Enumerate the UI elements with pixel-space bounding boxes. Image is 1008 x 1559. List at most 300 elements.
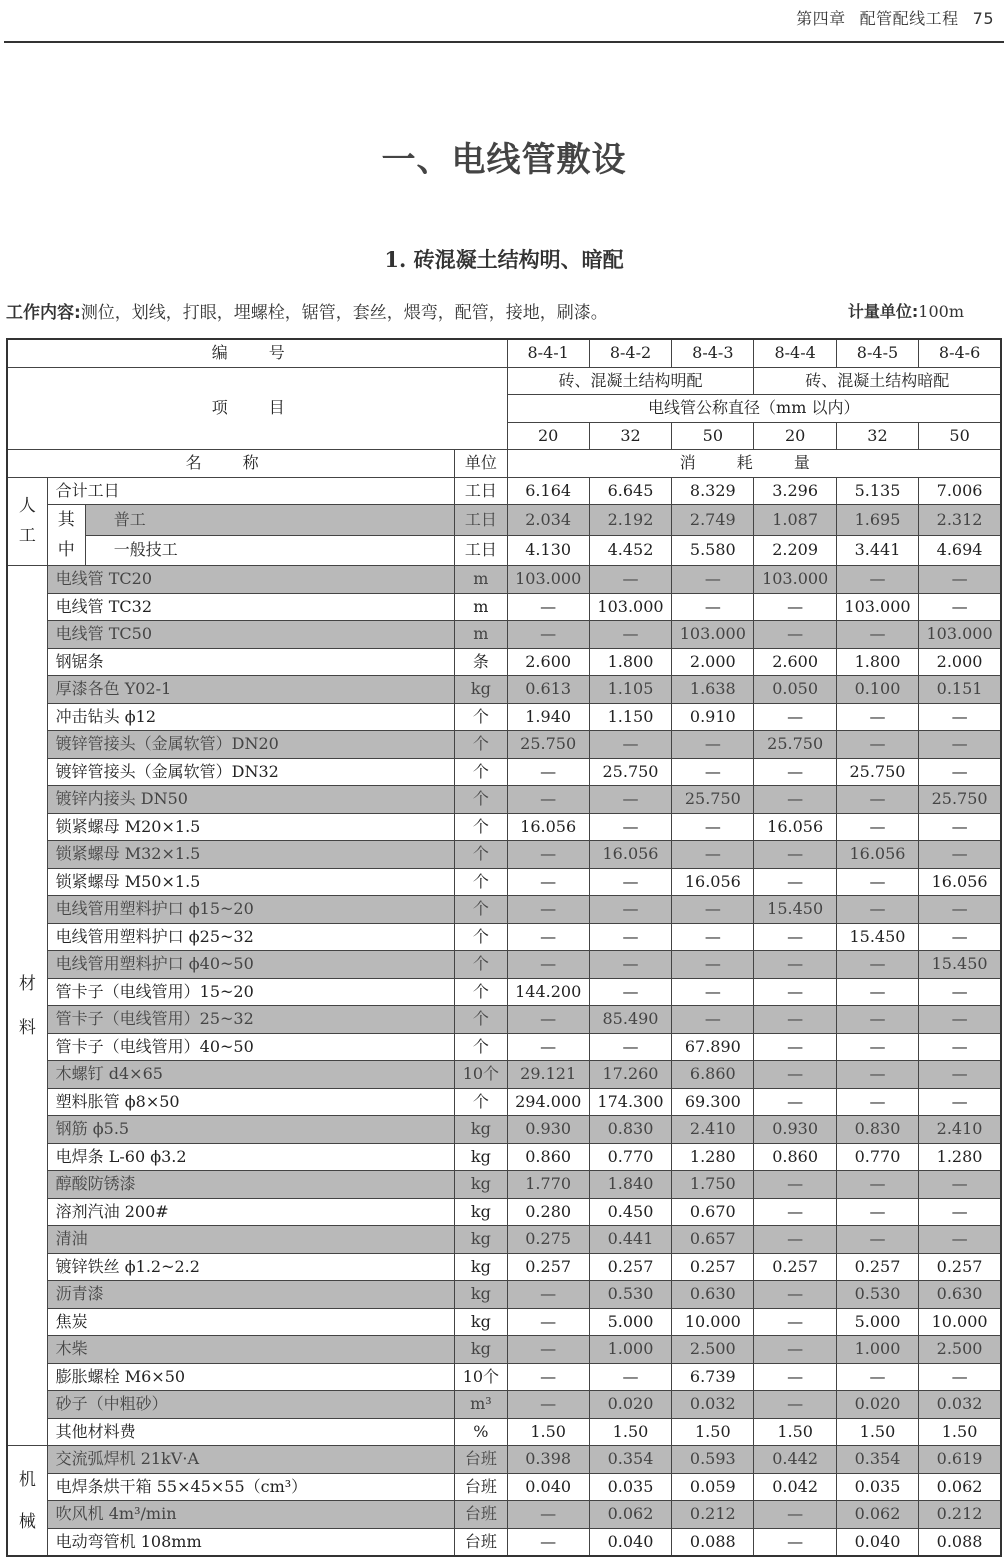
item-unit: m³ — [455, 1391, 507, 1419]
value-cell: 2.000 — [672, 648, 754, 676]
value-cell: 0.830 — [836, 1116, 918, 1144]
value-cell: — — [589, 731, 671, 759]
value-cell: — — [754, 1006, 836, 1034]
item-unit: kg — [455, 1336, 507, 1364]
value-cell: 2.410 — [672, 1116, 754, 1144]
value-cell: 0.050 — [754, 676, 836, 704]
value-cell: — — [754, 1088, 836, 1116]
value-cell: 6.164 — [507, 477, 589, 505]
table-row — [7, 1226, 1001, 1254]
item-name: 镀锌管接头（金属软管）DN20 — [47, 731, 455, 759]
value-cell: 69.300 — [672, 1088, 754, 1116]
value-cell: 0.860 — [754, 1143, 836, 1171]
value-cell: 2.500 — [672, 1336, 754, 1364]
value-cell: — — [589, 621, 671, 649]
item-name: 电线管 TC50 — [47, 621, 455, 649]
item-unit: 台班 — [455, 1446, 507, 1474]
value-cell: — — [836, 731, 918, 759]
sub-category-of-which — [47, 505, 85, 566]
value-cell: 0.860 — [507, 1143, 589, 1171]
page-number: 75 — [972, 9, 994, 28]
value-cell: — — [836, 813, 918, 841]
value-cell: 25.750 — [507, 731, 589, 759]
item-unit: 个 — [455, 923, 507, 951]
value-cell: — — [589, 813, 671, 841]
value-cell: 2.312 — [919, 505, 1001, 536]
work-content-text: 测位，划线，打眼，埋螺栓，锯管，套丝，煨弯，配管，接地，刷漆。 — [80, 303, 608, 323]
item-name: 塑料胀管 ϕ8×50 — [47, 1088, 455, 1116]
value-cell: 0.151 — [919, 676, 1001, 704]
value-cell: — — [754, 758, 836, 786]
value-cell: 103.000 — [919, 621, 1001, 649]
value-cell: — — [754, 1033, 836, 1061]
item-unit: kg — [455, 1281, 507, 1309]
table-row — [7, 868, 1001, 896]
value-cell: 5.000 — [836, 1308, 918, 1336]
value-cell: — — [507, 1501, 589, 1529]
diameter-cell: 50 — [919, 422, 1001, 450]
value-cell: — — [836, 1033, 918, 1061]
item-name: 清油 — [47, 1226, 455, 1254]
value-cell: — — [672, 978, 754, 1006]
value-cell: 0.657 — [672, 1226, 754, 1254]
value-cell: 0.257 — [836, 1253, 918, 1281]
item-name: 普工 — [85, 505, 454, 536]
value-cell: 1.750 — [672, 1171, 754, 1199]
item-name: 锁紧螺母 M20×1.5 — [47, 813, 455, 841]
item-name: 锁紧螺母 M50×1.5 — [47, 868, 455, 896]
value-cell: 1.695 — [836, 505, 918, 536]
item-name: 厚漆各色 Y02-1 — [47, 676, 455, 704]
value-cell: — — [836, 703, 918, 731]
sub-title: 1. 砖混凝土结构明、暗配 — [384, 247, 624, 272]
value-cell: 25.750 — [919, 786, 1001, 814]
table-row — [7, 978, 1001, 1006]
item-name: 电线管用塑料护口 ϕ40~50 — [47, 951, 455, 979]
value-cell: 0.593 — [672, 1446, 754, 1474]
category-char: 中 — [57, 540, 75, 560]
item-unit: 个 — [455, 1088, 507, 1116]
value-cell: 1.000 — [836, 1336, 918, 1364]
value-cell: — — [507, 923, 589, 951]
value-cell: 0.257 — [589, 1253, 671, 1281]
value-cell: 0.441 — [589, 1226, 671, 1254]
value-cell: — — [836, 868, 918, 896]
item-unit: 工日 — [455, 477, 507, 505]
table-row — [7, 1171, 1001, 1199]
item-unit: kg — [455, 1308, 507, 1336]
code-cell: 8-4-4 — [754, 339, 836, 367]
value-cell: 0.257 — [919, 1253, 1001, 1281]
value-cell: — — [919, 1171, 1001, 1199]
value-cell: 85.490 — [589, 1006, 671, 1034]
value-cell: 1.840 — [589, 1171, 671, 1199]
value-cell: 1.50 — [754, 1418, 836, 1446]
value-cell: 0.059 — [672, 1473, 754, 1501]
value-cell: — — [589, 978, 671, 1006]
value-cell: — — [507, 786, 589, 814]
item-unit: 条 — [455, 648, 507, 676]
value-cell: — — [672, 951, 754, 979]
value-cell: 0.630 — [672, 1281, 754, 1309]
table-row — [7, 477, 1001, 505]
value-cell: — — [507, 1363, 589, 1391]
value-cell: — — [754, 593, 836, 621]
value-cell: 15.450 — [919, 951, 1001, 979]
item-unit: 台班 — [455, 1528, 507, 1556]
category-char: 料 — [18, 1017, 36, 1038]
value-cell: 0.212 — [672, 1501, 754, 1529]
chapter-label: 第四章 — [796, 9, 846, 28]
value-cell: 1.087 — [754, 505, 836, 536]
item-name: 管卡子（电线管用）15~20 — [47, 978, 455, 1006]
item-unit: kg — [455, 1171, 507, 1199]
item-unit: 台班 — [455, 1473, 507, 1501]
value-cell: 0.062 — [919, 1473, 1001, 1501]
value-cell: 0.035 — [589, 1473, 671, 1501]
value-cell: 0.042 — [754, 1473, 836, 1501]
table-row — [7, 1528, 1001, 1556]
value-cell: — — [919, 841, 1001, 869]
value-cell: — — [754, 1501, 836, 1529]
value-cell: — — [672, 841, 754, 869]
value-cell: 5.135 — [836, 477, 918, 505]
item-unit: 个 — [455, 896, 507, 924]
item-name: 木柴 — [47, 1336, 455, 1364]
work-content — [6, 298, 608, 323]
value-cell: 16.056 — [507, 813, 589, 841]
value-cell: — — [754, 978, 836, 1006]
value-cell: 0.040 — [836, 1528, 918, 1556]
item-unit: 个 — [455, 758, 507, 786]
value-cell: 0.670 — [672, 1198, 754, 1226]
diameter-cell: 32 — [589, 422, 671, 450]
value-cell: 0.257 — [754, 1253, 836, 1281]
value-cell: 0.630 — [919, 1281, 1001, 1309]
value-cell: 1.940 — [507, 703, 589, 731]
value-cell: 16.056 — [836, 841, 918, 869]
value-cell: 103.000 — [507, 566, 589, 594]
value-cell: — — [754, 1226, 836, 1254]
quota-table — [6, 338, 1002, 1557]
value-cell: 1.770 — [507, 1171, 589, 1199]
value-cell: 0.450 — [589, 1198, 671, 1226]
value-cell: — — [672, 813, 754, 841]
table-row — [7, 566, 1001, 594]
table-row — [7, 1198, 1001, 1226]
value-cell: 4.694 — [919, 535, 1001, 566]
value-cell: 0.212 — [919, 1501, 1001, 1529]
item-name: 镀锌管接头（金属软管）DN32 — [47, 758, 455, 786]
item-name: 一般技工 — [85, 535, 454, 566]
value-cell: 10.000 — [919, 1308, 1001, 1336]
category-materials — [7, 566, 47, 1446]
value-cell: — — [672, 1006, 754, 1034]
table-row — [7, 1363, 1001, 1391]
value-cell: — — [919, 593, 1001, 621]
value-cell: 25.750 — [672, 786, 754, 814]
diameter-cell: 20 — [754, 422, 836, 450]
value-cell: — — [754, 951, 836, 979]
value-cell: — — [754, 923, 836, 951]
value-cell: 1.50 — [919, 1418, 1001, 1446]
value-cell: 1.150 — [589, 703, 671, 731]
item-unit: 个 — [455, 786, 507, 814]
value-cell: — — [507, 1006, 589, 1034]
value-cell: 1.800 — [589, 648, 671, 676]
value-cell: — — [754, 1336, 836, 1364]
value-cell: — — [507, 841, 589, 869]
table-row — [7, 896, 1001, 924]
work-content-label: 工作内容: — [6, 303, 81, 323]
value-cell: 103.000 — [672, 621, 754, 649]
consumption-header: 消 耗 量 — [507, 450, 1001, 478]
table-row — [7, 1336, 1001, 1364]
value-cell: — — [754, 868, 836, 896]
item-name: 电焊条烘干箱 55×45×55（cm³） — [47, 1473, 455, 1501]
value-cell: 1.800 — [836, 648, 918, 676]
item-name: 电线管用塑料护口 ϕ15~20 — [47, 896, 455, 924]
value-cell: 103.000 — [589, 593, 671, 621]
value-cell: 0.088 — [919, 1528, 1001, 1556]
value-cell: 3.296 — [754, 477, 836, 505]
value-cell: 8.329 — [672, 477, 754, 505]
value-cell: 0.257 — [507, 1253, 589, 1281]
value-cell: 3.441 — [836, 535, 918, 566]
item-unit: 个 — [455, 841, 507, 869]
value-cell: 0.020 — [836, 1391, 918, 1419]
value-cell: 15.450 — [754, 896, 836, 924]
value-cell: — — [589, 566, 671, 594]
value-cell: 4.452 — [589, 535, 671, 566]
table-row — [7, 923, 1001, 951]
value-cell: 2.500 — [919, 1336, 1001, 1364]
value-cell: — — [919, 1061, 1001, 1089]
value-cell: 144.200 — [507, 978, 589, 1006]
value-cell: 2.600 — [754, 648, 836, 676]
item-unit: 台班 — [455, 1501, 507, 1529]
value-cell: 294.000 — [507, 1088, 589, 1116]
table-row — [7, 841, 1001, 869]
value-cell: 0.354 — [589, 1446, 671, 1474]
value-cell: 2.749 — [672, 505, 754, 536]
value-cell: — — [919, 566, 1001, 594]
table-row — [7, 813, 1001, 841]
table-row — [7, 1061, 1001, 1089]
item-name: 木螺钉 d4×65 — [47, 1061, 455, 1089]
item-name: 管卡子（电线管用）25~32 — [47, 1006, 455, 1034]
category-char: 机 — [18, 1469, 36, 1490]
value-cell: 1.50 — [672, 1418, 754, 1446]
value-cell: 0.035 — [836, 1473, 918, 1501]
value-cell: 29.121 — [507, 1061, 589, 1089]
value-cell: — — [919, 1006, 1001, 1034]
group-row — [7, 367, 1001, 395]
table-row — [7, 1088, 1001, 1116]
diameter-cell: 50 — [672, 422, 754, 450]
item-name: 合计工日 — [47, 477, 455, 505]
value-cell: 6.860 — [672, 1061, 754, 1089]
value-cell: 0.613 — [507, 676, 589, 704]
table-row — [7, 1391, 1001, 1419]
value-cell: 0.032 — [672, 1391, 754, 1419]
table-row — [7, 703, 1001, 731]
value-cell: 0.040 — [589, 1528, 671, 1556]
value-cell: — — [836, 1171, 918, 1199]
item-name: 醇酸防锈漆 — [47, 1171, 455, 1199]
value-cell: — — [836, 1061, 918, 1089]
value-cell: 0.062 — [836, 1501, 918, 1529]
item-unit: 工日 — [455, 505, 507, 536]
category-char: 其 — [57, 510, 75, 530]
item-unit: kg — [455, 676, 507, 704]
value-cell: — — [507, 1281, 589, 1309]
item-name: 沥青漆 — [47, 1281, 455, 1309]
value-cell: 6.739 — [672, 1363, 754, 1391]
value-cell: 0.354 — [836, 1446, 918, 1474]
value-cell: 2.192 — [589, 505, 671, 536]
item-unit: kg — [455, 1226, 507, 1254]
value-cell: — — [507, 621, 589, 649]
item-unit: m — [455, 566, 507, 594]
category-labor — [7, 477, 47, 566]
value-cell: — — [507, 1391, 589, 1419]
value-cell: 17.260 — [589, 1061, 671, 1089]
item-name: 电线管 TC20 — [47, 566, 455, 594]
value-cell: — — [754, 841, 836, 869]
value-cell: — — [754, 1198, 836, 1226]
code-cell: 8-4-6 — [919, 339, 1001, 367]
item-unit: % — [455, 1418, 507, 1446]
value-cell: — — [507, 1033, 589, 1061]
value-cell: 174.300 — [589, 1088, 671, 1116]
measure-unit — [848, 299, 964, 322]
value-cell: — — [507, 868, 589, 896]
value-cell: — — [507, 896, 589, 924]
category-machinery — [7, 1446, 47, 1557]
value-cell: 1.280 — [919, 1143, 1001, 1171]
value-cell: — — [919, 758, 1001, 786]
value-cell: 1.000 — [589, 1336, 671, 1364]
value-cell: 0.280 — [507, 1198, 589, 1226]
table-row — [7, 1116, 1001, 1144]
value-cell: 67.890 — [672, 1033, 754, 1061]
value-cell: 25.750 — [836, 758, 918, 786]
value-cell: — — [589, 923, 671, 951]
value-cell: 0.619 — [919, 1446, 1001, 1474]
value-cell: — — [589, 1363, 671, 1391]
code-cell: 8-4-5 — [836, 339, 918, 367]
value-cell: — — [919, 1363, 1001, 1391]
value-cell: 15.450 — [836, 923, 918, 951]
item-label: 项 目 — [7, 367, 507, 450]
value-cell: 5.000 — [589, 1308, 671, 1336]
header-rule — [4, 41, 1004, 43]
code-label: 编 号 — [7, 339, 507, 367]
item-name: 交流弧焊机 21kV·A — [47, 1446, 455, 1474]
value-cell: — — [754, 621, 836, 649]
value-cell: 1.105 — [589, 676, 671, 704]
value-cell: — — [672, 731, 754, 759]
value-cell: — — [754, 1391, 836, 1419]
value-cell: 2.000 — [919, 648, 1001, 676]
value-cell: 1.280 — [672, 1143, 754, 1171]
value-cell: — — [919, 1033, 1001, 1061]
value-cell: 2.600 — [507, 648, 589, 676]
value-cell: — — [836, 1198, 918, 1226]
item-unit: m — [455, 621, 507, 649]
value-cell: — — [754, 786, 836, 814]
value-cell: 0.275 — [507, 1226, 589, 1254]
value-cell: — — [919, 1198, 1001, 1226]
value-cell: 25.750 — [754, 731, 836, 759]
table-row — [7, 1281, 1001, 1309]
category-char: 材 — [18, 973, 36, 994]
item-name: 电动弯管机 108mm — [47, 1528, 455, 1556]
value-cell: 1.50 — [836, 1418, 918, 1446]
diameter-cell: 32 — [836, 422, 918, 450]
item-name: 吹风机 4m³/min — [47, 1501, 455, 1529]
item-name: 其他材料费 — [47, 1418, 455, 1446]
section-title: 一、电线管敷设 — [381, 140, 627, 180]
value-cell: — — [836, 951, 918, 979]
table-row — [7, 676, 1001, 704]
item-name: 镀锌内接头 DN50 — [47, 786, 455, 814]
item-unit: m — [455, 593, 507, 621]
value-cell: — — [589, 896, 671, 924]
item-name: 电线管用塑料护口 ϕ25~32 — [47, 923, 455, 951]
value-cell: — — [754, 1308, 836, 1336]
diameter-label: 电线管公称直径（mm 以内） — [507, 395, 1001, 423]
code-row — [7, 339, 1001, 367]
value-cell: — — [754, 703, 836, 731]
item-unit: kg — [455, 1143, 507, 1171]
value-cell: 0.398 — [507, 1446, 589, 1474]
item-name: 管卡子（电线管用）40~50 — [47, 1033, 455, 1061]
value-cell: 1.50 — [507, 1418, 589, 1446]
value-cell: — — [754, 1281, 836, 1309]
group-concealed-label: 砖、混凝土结构暗配 — [754, 367, 1001, 395]
value-cell: — — [919, 978, 1001, 1006]
table-row — [7, 1006, 1001, 1034]
item-unit: 个 — [455, 1006, 507, 1034]
item-name: 焦炭 — [47, 1308, 455, 1336]
table-row — [7, 731, 1001, 759]
table-row — [7, 1308, 1001, 1336]
item-unit: 个 — [455, 703, 507, 731]
value-cell: — — [672, 593, 754, 621]
value-cell: — — [672, 758, 754, 786]
item-name: 钢筋 ϕ5.5 — [47, 1116, 455, 1144]
table-row — [7, 1501, 1001, 1529]
item-unit: 个 — [455, 731, 507, 759]
value-cell: 7.006 — [919, 477, 1001, 505]
value-cell: 0.930 — [507, 1116, 589, 1144]
value-cell: — — [836, 621, 918, 649]
table-row — [7, 621, 1001, 649]
item-unit: 10个 — [455, 1363, 507, 1391]
column-header-row — [7, 450, 1001, 478]
value-cell: — — [589, 868, 671, 896]
item-name: 锁紧螺母 M32×1.5 — [47, 841, 455, 869]
table-row — [7, 951, 1001, 979]
item-unit: 个 — [455, 813, 507, 841]
value-cell: 6.645 — [589, 477, 671, 505]
value-cell: 1.50 — [589, 1418, 671, 1446]
category-char: 人 — [18, 496, 36, 517]
table-row — [7, 535, 1001, 566]
table-row — [7, 1143, 1001, 1171]
